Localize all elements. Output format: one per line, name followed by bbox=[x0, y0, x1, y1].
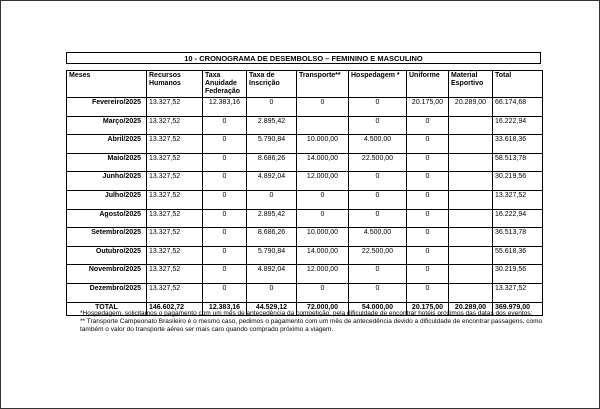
value-cell: 0 bbox=[247, 283, 297, 302]
month-cell: Maio/2025 bbox=[67, 153, 147, 172]
value-cell: 4.892,04 bbox=[247, 265, 297, 284]
value-cell: 0 bbox=[203, 209, 247, 228]
value-cell: 0 bbox=[297, 209, 349, 228]
value-cell bbox=[297, 116, 349, 135]
value-cell: 0 bbox=[203, 135, 247, 154]
value-cell: 0 bbox=[203, 283, 247, 302]
value-cell: 8.686,26 bbox=[247, 228, 297, 247]
footnote-transporte: ** Transporte Campeonato Brasileiro é o mesmo caso, pedimos o pagamento com um mês de antecedência devido a dificuldade de encontrar passagens, como também o valor do transporte aéreo ser mais caro quando comprado próximo a viagem. bbox=[80, 318, 543, 333]
value-cell: 0 bbox=[203, 246, 247, 265]
month-cell: Julho/2025 bbox=[67, 190, 147, 209]
value-cell: 2.895,42 bbox=[247, 209, 297, 228]
value-cell: 12.000,00 bbox=[297, 265, 349, 284]
table-row bbox=[67, 246, 543, 265]
value-cell: 0 bbox=[247, 98, 297, 117]
value-cell: 33.618,36 bbox=[493, 135, 543, 154]
value-cell: 0 bbox=[203, 153, 247, 172]
value-cell: 0 bbox=[203, 190, 247, 209]
value-cell: 0 bbox=[407, 135, 449, 154]
total-value: 54.000,00 bbox=[349, 302, 407, 315]
value-cell: 13.327,52 bbox=[147, 190, 203, 209]
column-header: Taxa de Inscrição bbox=[247, 71, 297, 98]
value-cell bbox=[449, 190, 493, 209]
value-cell: 0 bbox=[407, 190, 449, 209]
value-cell: 2.895,42 bbox=[247, 116, 297, 135]
value-cell: 13.327,52 bbox=[147, 98, 203, 117]
month-cell: Junho/2025 bbox=[67, 172, 147, 191]
month-cell: Fevereiro/2025 bbox=[67, 98, 147, 117]
total-label: TOTAL bbox=[67, 302, 147, 315]
column-header: Material Esportivo bbox=[449, 71, 493, 98]
value-cell: 0 bbox=[203, 228, 247, 247]
table-title: 10 - CRONOGRAMA DE DESEMBOLSO – FEMININO E MASCULINO bbox=[66, 52, 541, 64]
value-cell: 4.892,04 bbox=[247, 172, 297, 191]
total-value: 72.000,00 bbox=[297, 302, 349, 315]
table-row bbox=[67, 153, 543, 172]
value-cell: 0 bbox=[349, 190, 407, 209]
total-value: 146.602,72 bbox=[147, 302, 203, 315]
value-cell: 16.222,94 bbox=[493, 116, 543, 135]
value-cell: 13.327,52 bbox=[147, 116, 203, 135]
value-cell: 0 bbox=[407, 116, 449, 135]
column-header: Transporte** bbox=[297, 71, 349, 98]
value-cell: 0 bbox=[349, 116, 407, 135]
table-row bbox=[67, 209, 543, 228]
footnote-hospedagem: *Hospedagem, solicitamos o pagamento com um mês de antecedência da competição, pela dificuldade de encontrar hotéis próximos das datas dos eventos; bbox=[80, 310, 533, 317]
value-cell: 0 bbox=[297, 98, 349, 117]
value-cell: 12.383,16 bbox=[203, 98, 247, 117]
value-cell: 0 bbox=[407, 265, 449, 284]
value-cell: 30.219,56 bbox=[493, 265, 543, 284]
value-cell: 14.000,00 bbox=[297, 153, 349, 172]
month-cell: Agosto/2025 bbox=[67, 209, 147, 228]
month-cell: Setembro/2025 bbox=[67, 228, 147, 247]
footnotes bbox=[80, 310, 555, 334]
total-value: 20.175,00 bbox=[407, 302, 449, 315]
table-row bbox=[67, 135, 543, 154]
value-cell: 0 bbox=[349, 209, 407, 228]
value-cell: 13.327,52 bbox=[147, 153, 203, 172]
month-cell: Abril/2025 bbox=[67, 135, 147, 154]
value-cell: 0 bbox=[407, 228, 449, 247]
value-cell: 13.327,52 bbox=[147, 283, 203, 302]
table-header-row bbox=[67, 71, 543, 98]
value-cell: 13.327,52 bbox=[147, 172, 203, 191]
month-cell: Outubro/2025 bbox=[67, 246, 147, 265]
total-value: 12.383,16 bbox=[203, 302, 247, 315]
value-cell: 5.790,84 bbox=[247, 135, 297, 154]
table-row bbox=[67, 228, 543, 247]
value-cell: 0 bbox=[407, 283, 449, 302]
value-cell: 0 bbox=[349, 98, 407, 117]
value-cell: 20.175,00 bbox=[407, 98, 449, 117]
value-cell: 0 bbox=[203, 116, 247, 135]
value-cell: 13.327,52 bbox=[147, 135, 203, 154]
table-row bbox=[67, 283, 543, 302]
value-cell bbox=[449, 135, 493, 154]
value-cell: 22.500,00 bbox=[349, 153, 407, 172]
value-cell: 0 bbox=[203, 172, 247, 191]
value-cell bbox=[449, 228, 493, 247]
value-cell: 13.327,52 bbox=[147, 228, 203, 247]
table-row bbox=[67, 116, 543, 135]
column-header: Meses bbox=[67, 71, 147, 98]
table-row bbox=[67, 190, 543, 209]
table-row bbox=[67, 172, 543, 191]
value-cell: 13.327,52 bbox=[147, 209, 203, 228]
total-value: 20.289,00 bbox=[449, 302, 493, 315]
disbursement-schedule-table bbox=[66, 70, 543, 316]
value-cell: 36.513,78 bbox=[493, 228, 543, 247]
table-row bbox=[67, 265, 543, 284]
total-value: 44.529,12 bbox=[247, 302, 297, 315]
column-header: Hospedagem * bbox=[349, 71, 407, 98]
value-cell: 0 bbox=[407, 172, 449, 191]
month-cell: Novembro/2025 bbox=[67, 265, 147, 284]
value-cell: 13.327,52 bbox=[147, 246, 203, 265]
column-header: Taxa Anuidade Federação bbox=[203, 71, 247, 98]
value-cell: 14.000,00 bbox=[297, 246, 349, 265]
value-cell: 0 bbox=[247, 190, 297, 209]
value-cell: 0 bbox=[349, 172, 407, 191]
column-header: Recursos Humanos bbox=[147, 71, 203, 98]
value-cell: 10.000,00 bbox=[297, 228, 349, 247]
value-cell: 0 bbox=[407, 209, 449, 228]
value-cell: 5.790,84 bbox=[247, 246, 297, 265]
value-cell: 13.327,52 bbox=[493, 283, 543, 302]
value-cell: 22.500,00 bbox=[349, 246, 407, 265]
value-cell bbox=[449, 209, 493, 228]
total-value: 369.979,00 bbox=[493, 302, 543, 315]
value-cell: 12.000,00 bbox=[297, 172, 349, 191]
table-row bbox=[67, 98, 543, 117]
value-cell: 55.618,36 bbox=[493, 246, 543, 265]
value-cell bbox=[449, 265, 493, 284]
value-cell: 8.686,26 bbox=[247, 153, 297, 172]
month-cell: Março/2025 bbox=[67, 116, 147, 135]
value-cell: 0 bbox=[203, 265, 247, 284]
month-cell: Dezembro/2025 bbox=[67, 283, 147, 302]
value-cell: 0 bbox=[297, 190, 349, 209]
value-cell: 13.327,52 bbox=[493, 190, 543, 209]
value-cell bbox=[449, 283, 493, 302]
value-cell: 10.000,00 bbox=[297, 135, 349, 154]
column-header: Total bbox=[493, 71, 543, 98]
value-cell: 58.513,78 bbox=[493, 153, 543, 172]
value-cell bbox=[449, 172, 493, 191]
value-cell: 20.289,00 bbox=[449, 98, 493, 117]
value-cell: 0 bbox=[349, 265, 407, 284]
value-cell bbox=[449, 116, 493, 135]
value-cell: 4.500,00 bbox=[349, 135, 407, 154]
value-cell: 0 bbox=[349, 283, 407, 302]
value-cell: 66.174,68 bbox=[493, 98, 543, 117]
value-cell: 16.222,94 bbox=[493, 209, 543, 228]
value-cell: 13.327,52 bbox=[147, 265, 203, 284]
value-cell: 4.500,00 bbox=[349, 228, 407, 247]
value-cell bbox=[449, 246, 493, 265]
value-cell: 30.219,56 bbox=[493, 172, 543, 191]
value-cell bbox=[449, 153, 493, 172]
value-cell: 0 bbox=[407, 246, 449, 265]
value-cell: 0 bbox=[297, 283, 349, 302]
column-header: Uniforme bbox=[407, 71, 449, 98]
value-cell: 0 bbox=[407, 153, 449, 172]
